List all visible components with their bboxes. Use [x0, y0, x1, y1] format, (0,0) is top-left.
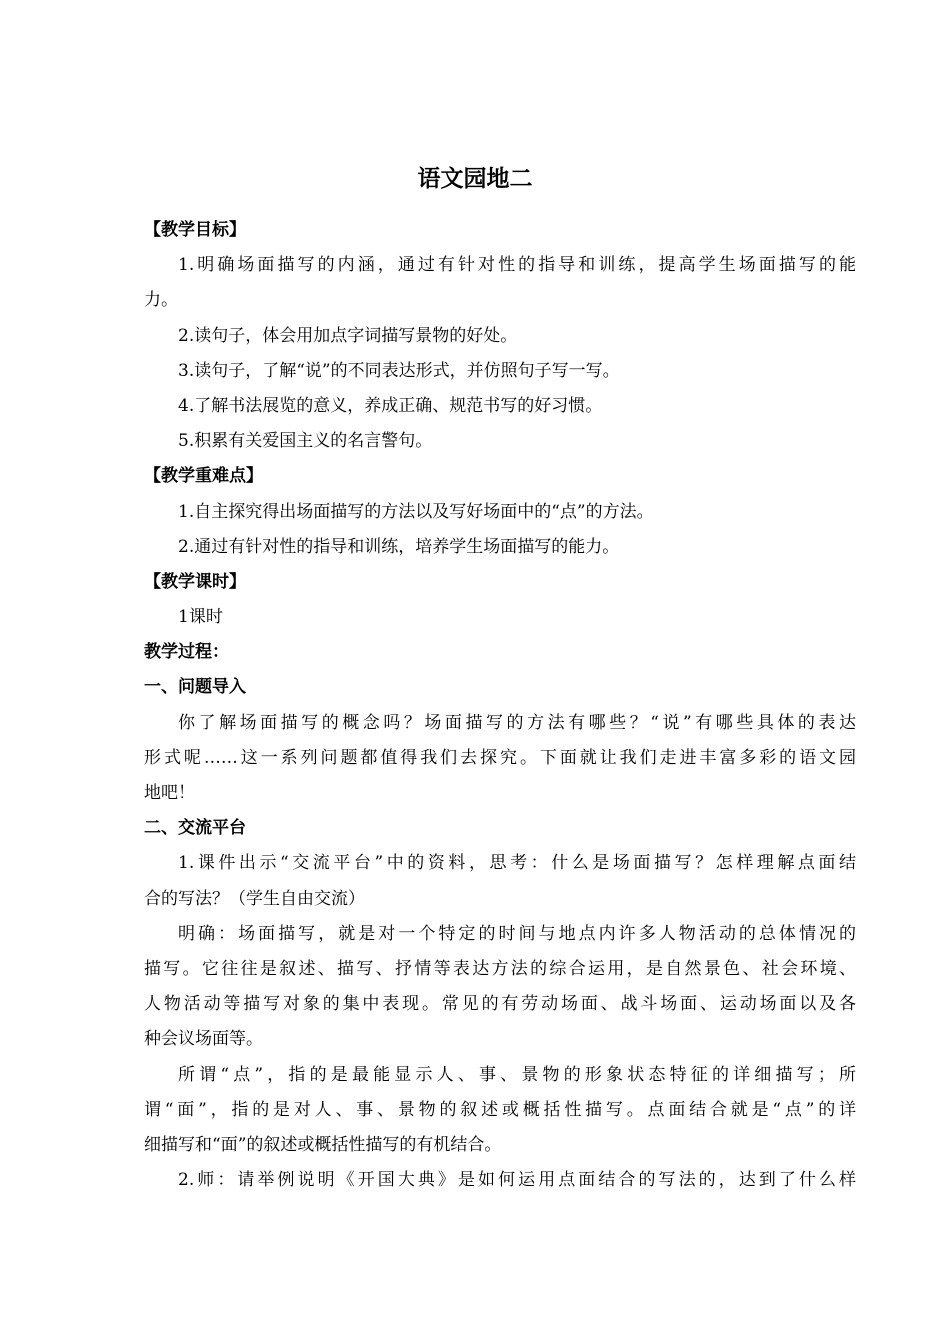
objective-line: 3.读句子，了解“说”的不同表达形式，并仿照句子写一写。	[178, 360, 620, 381]
objectives-heading: 【教学目标】	[144, 220, 246, 240]
paragraph-line: 谓“面”，指的是对人、事、景物的叙述或概括性描写。点面结合就是“点”的详	[144, 1099, 856, 1120]
paragraph-line: 地吧！	[144, 783, 195, 803]
paragraph-line: 细描写和“面”的叙述或概括性描写的有机结合。	[144, 1134, 502, 1155]
hours-heading: 【教学课时】	[144, 571, 246, 592]
key-points-heading: 【教学重难点】	[144, 466, 263, 487]
part2-heading: 二、交流平台	[144, 818, 246, 839]
paragraph-line: 你了解场面描写的概念吗？场面描写的方法有哪些？“说”有哪些具体的表达	[178, 712, 856, 733]
objective-line: 4.了解书法展览的意义，养成正确、规范书写的好习惯。	[178, 395, 603, 416]
paragraph-line: 明确：场面描写，就是对一个特定的时间与地点内许多人物活动的总体情况的	[178, 923, 856, 944]
objective-line: 1.明确场面描写的内涵，通过有针对性的指导和训练，提高学生场面描写的能	[178, 255, 856, 276]
objective-line: 力。	[144, 290, 178, 311]
paragraph-line: 种会议场面等。	[144, 1029, 263, 1050]
paragraph-line: 2.师：请举例说明《开国大典》是如何运用点面结合的写法的，达到了什么样	[178, 1170, 856, 1191]
paragraph-line: 形式呢……这一系列问题都值得我们去探究。下面就让我们走进丰富多彩的语文园	[144, 747, 856, 768]
hours-value: 1课时	[178, 607, 223, 628]
key-point-line: 1.自主探究得出场面描写的方法以及写好场面中的“点”的方法。	[178, 501, 654, 522]
paragraph-line: 人物活动等描写对象的集中表现。常见的有劳动场面、战斗场面、运动场面以及各	[144, 994, 856, 1015]
paragraph-line: 合的写法？（学生自由交流）	[144, 888, 365, 909]
part1-heading: 一、问题导入	[144, 677, 246, 698]
objective-line: 2.读句子，体会用加点字词描写景物的好处。	[178, 325, 518, 346]
process-heading: 教学过程：	[144, 642, 229, 663]
document-body	[144, 213, 856, 1198]
paragraph-line: 所谓“点”，指的是最能显示人、事、景物的形象状态特征的详细描写；所	[178, 1064, 856, 1085]
key-point-line: 2.通过有针对性的指导和训练，培养学生场面描写的能力。	[178, 536, 620, 557]
objective-line: 5.积累有关爱国主义的名言警句。	[178, 431, 433, 452]
paragraph-line: 1.课件出示“交流平台”中的资料，思考：什么是场面描写？怎样理解点面结	[178, 853, 856, 874]
paragraph-line: 描写。它往往是叙述、描写、抒情等表达方法的综合运用，是自然景色、社会环境、	[144, 958, 856, 979]
document-title: 语文园地二	[417, 166, 533, 192]
